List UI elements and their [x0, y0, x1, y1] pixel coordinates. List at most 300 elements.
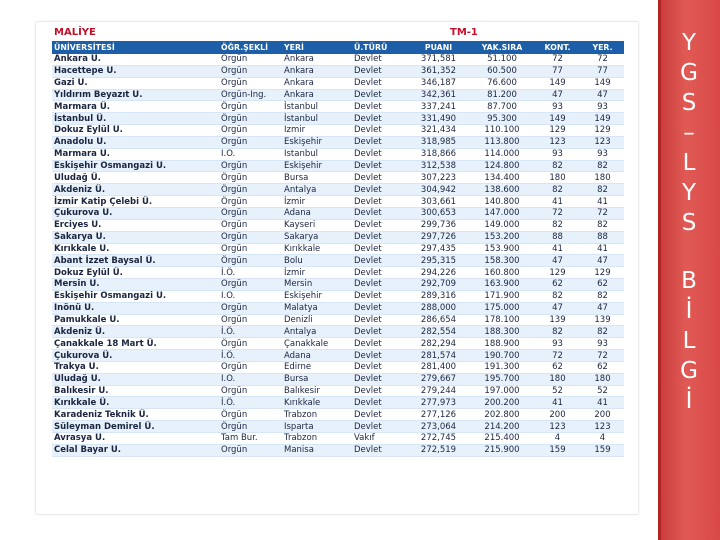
cell-study-type: Örgün [219, 385, 282, 397]
cell-placed: 47 [581, 89, 624, 101]
table-row [52, 444, 624, 456]
cell-rank: 195.700 [470, 373, 534, 385]
cell-rank: 188.300 [470, 326, 534, 338]
cell-rank: 81.200 [470, 89, 534, 101]
cell-study-type: Örgün [219, 409, 282, 421]
table-row [52, 125, 624, 137]
cell-quota: 72 [534, 54, 581, 65]
banner-letter: S [681, 210, 697, 236]
cell-rank: 147.000 [470, 207, 534, 219]
table-row [52, 314, 624, 326]
column-header-university: ÜNİVERSİTESİ [52, 41, 219, 54]
cell-city: Adana [282, 207, 352, 219]
cell-university: Çukurova Ü. [52, 207, 219, 219]
cell-university: Erciyes Ü. [52, 219, 219, 231]
table-row [52, 409, 624, 421]
cell-uni-type: Devlet [352, 421, 407, 433]
cell-university: Balıkesir Ü. [52, 385, 219, 397]
cell-quota: 62 [534, 279, 581, 291]
cell-score: 307,223 [407, 172, 470, 184]
cell-study-type: Örgün [219, 279, 282, 291]
table-row [52, 219, 624, 231]
cell-study-type: Örgün [219, 231, 282, 243]
cell-university: Gazi Ü. [52, 77, 219, 89]
cell-city: Kayseri [282, 219, 352, 231]
cell-university: Uludağ Ü. [52, 373, 219, 385]
cell-score: 337,241 [407, 101, 470, 113]
cell-placed: 82 [581, 326, 624, 338]
cell-rank: 215.900 [470, 444, 534, 456]
cell-city: Antalya [282, 184, 352, 196]
cell-university: Eskişehir Osmangazi Ü. [52, 290, 219, 302]
cell-placed: 72 [581, 207, 624, 219]
cell-university: Mersin Ü. [52, 279, 219, 291]
cell-uni-type: Devlet [352, 219, 407, 231]
cell-uni-type: Devlet [352, 373, 407, 385]
cell-placed: 88 [581, 231, 624, 243]
cell-placed: 82 [581, 219, 624, 231]
banner-letter: G [680, 358, 698, 384]
cell-placed: 72 [581, 54, 624, 65]
cell-score: 272,519 [407, 444, 470, 456]
cell-study-type: Tam Bur. [219, 433, 282, 445]
banner-letter: S [681, 90, 697, 116]
cell-uni-type: Devlet [352, 101, 407, 113]
cell-score: 300,653 [407, 207, 470, 219]
table-row [52, 101, 624, 113]
cell-placed: 41 [581, 196, 624, 208]
cell-score: 289,316 [407, 290, 470, 302]
cell-score: 281,400 [407, 361, 470, 373]
cell-study-type: Örgün [219, 113, 282, 125]
table-row [52, 267, 624, 279]
cell-placed: 41 [581, 397, 624, 409]
cell-score: 321,434 [407, 125, 470, 137]
cell-quota: 82 [534, 219, 581, 231]
cell-city: İstanbul [282, 113, 352, 125]
cell-uni-type: Devlet [352, 326, 407, 338]
cell-uni-type: Devlet [352, 350, 407, 362]
cell-university: Uludağ Ü. [52, 172, 219, 184]
cell-quota: 62 [534, 361, 581, 373]
cell-city: Eskişehir [282, 290, 352, 302]
cell-study-type: İ.Ö. [219, 267, 282, 279]
table-row [52, 421, 624, 433]
banner-letter: Y [681, 30, 697, 56]
cell-city: Bolu [282, 255, 352, 267]
cell-university: Dokuz Eylül Ü. [52, 267, 219, 279]
cell-rank: 51.100 [470, 54, 534, 65]
cell-study-type: Örgün [219, 54, 282, 65]
cell-placed: 93 [581, 338, 624, 350]
cell-quota: 72 [534, 207, 581, 219]
cell-city: Balıkesir [282, 385, 352, 397]
cell-city: Mersin [282, 279, 352, 291]
cell-city: Edirne [282, 361, 352, 373]
cell-uni-type: Devlet [352, 397, 407, 409]
cell-placed: 159 [581, 444, 624, 456]
cell-quota: 123 [534, 136, 581, 148]
banner-letter: İ [685, 388, 693, 414]
cell-score: 273,064 [407, 421, 470, 433]
cell-university: Akdeniz Ü. [52, 184, 219, 196]
side-banner [658, 0, 720, 540]
cell-score: 304,942 [407, 184, 470, 196]
cell-uni-type: Devlet [352, 290, 407, 302]
cell-city: Antalya [282, 326, 352, 338]
cell-quota: 149 [534, 77, 581, 89]
cell-university: Sakarya Ü. [52, 231, 219, 243]
cell-quota: 93 [534, 101, 581, 113]
cell-quota: 47 [534, 255, 581, 267]
cell-city: Bursa [282, 172, 352, 184]
cell-quota: 47 [534, 89, 581, 101]
cell-university: Ankara Ü. [52, 54, 219, 65]
cell-university: Kırıkkale Ü. [52, 243, 219, 255]
cell-study-type: Örgün [219, 444, 282, 456]
cell-quota: 180 [534, 172, 581, 184]
cell-study-type: İ.Ö. [219, 350, 282, 362]
table-row [52, 433, 624, 445]
cell-score: 342,361 [407, 89, 470, 101]
cell-rank: 202.800 [470, 409, 534, 421]
cell-uni-type: Vakıf [352, 433, 407, 445]
cell-placed: 93 [581, 148, 624, 160]
cell-placed: 200 [581, 409, 624, 421]
cell-score: 286,654 [407, 314, 470, 326]
cell-quota: 41 [534, 243, 581, 255]
table-row [52, 89, 624, 101]
cell-rank: 114.000 [470, 148, 534, 160]
cell-university: İzmir Katip Çelebi Ü. [52, 196, 219, 208]
table-header-row [52, 41, 624, 54]
table-row [52, 207, 624, 219]
column-header-quota: KONT. [534, 41, 581, 54]
cell-quota: 139 [534, 314, 581, 326]
department-title: MALİYE [54, 27, 96, 38]
cell-rank: 200.200 [470, 397, 534, 409]
cell-score: 371,581 [407, 54, 470, 65]
cell-uni-type: Devlet [352, 267, 407, 279]
cell-city: Eskişehir [282, 136, 352, 148]
cell-city: Denizli [282, 314, 352, 326]
cell-uni-type: Devlet [352, 172, 407, 184]
table-row [52, 172, 624, 184]
cell-quota: 77 [534, 65, 581, 77]
cell-city: Bursa [282, 373, 352, 385]
cell-score: 281,574 [407, 350, 470, 362]
cell-study-type: Örgün [219, 125, 282, 137]
cell-rank: 171.900 [470, 290, 534, 302]
column-header-study-type: ÖĞR.ŞEKLİ [219, 41, 282, 54]
cell-university: Abant İzzet Baysal Ü. [52, 255, 219, 267]
table-row [52, 385, 624, 397]
cell-uni-type: Devlet [352, 136, 407, 148]
cell-university: Pamukkale Ü. [52, 314, 219, 326]
cell-quota: 129 [534, 267, 581, 279]
cell-uni-type: Devlet [352, 444, 407, 456]
cell-uni-type: Devlet [352, 184, 407, 196]
cell-rank: 76.600 [470, 77, 534, 89]
cell-rank: 87.700 [470, 101, 534, 113]
cell-score: 295,315 [407, 255, 470, 267]
cell-placed: 82 [581, 160, 624, 172]
cell-rank: 188.900 [470, 338, 534, 350]
cell-score: 297,435 [407, 243, 470, 255]
cell-rank: 113.800 [470, 136, 534, 148]
cell-quota: 93 [534, 148, 581, 160]
column-header-placed: YER. [581, 41, 624, 54]
cell-placed: 180 [581, 373, 624, 385]
cell-city: İzmir [282, 196, 352, 208]
cell-placed: 149 [581, 113, 624, 125]
cell-quota: 93 [534, 338, 581, 350]
cell-quota: 47 [534, 302, 581, 314]
table-row [52, 160, 624, 172]
cell-university: Süleyman Demirel Ü. [52, 421, 219, 433]
cell-rank: 95.300 [470, 113, 534, 125]
table-row [52, 279, 624, 291]
banner-letters [658, 28, 720, 416]
cell-city: Ankara [282, 54, 352, 65]
cell-study-type: Örgün [219, 184, 282, 196]
cell-city: İzmir [282, 125, 352, 137]
cell-uni-type: Devlet [352, 89, 407, 101]
cell-university: Marmara Ü. [52, 148, 219, 160]
cell-placed: 82 [581, 290, 624, 302]
cell-quota: 180 [534, 373, 581, 385]
cell-rank: 153.200 [470, 231, 534, 243]
column-header-uni-type: Ü.TÜRÜ [352, 41, 407, 54]
cell-study-type: Örgün [219, 65, 282, 77]
cell-quota: 41 [534, 196, 581, 208]
cell-placed: 123 [581, 136, 624, 148]
cell-study-type: Örgün [219, 172, 282, 184]
cell-university: Celal Bayar Ü. [52, 444, 219, 456]
cell-university: İnönü Ü. [52, 302, 219, 314]
cell-university: Kırıkkale Ü. [52, 397, 219, 409]
cell-placed: 47 [581, 255, 624, 267]
table-row [52, 77, 624, 89]
cell-city: Kırıkkale [282, 243, 352, 255]
cell-rank: 197.000 [470, 385, 534, 397]
cell-uni-type: Devlet [352, 196, 407, 208]
cell-rank: 149.000 [470, 219, 534, 231]
banner-letter: B [681, 268, 697, 294]
table-row [52, 196, 624, 208]
table-row [52, 65, 624, 77]
cell-rank: 110.100 [470, 125, 534, 137]
table-row [52, 148, 624, 160]
banner-letter: L [682, 328, 696, 354]
cell-score: 303,661 [407, 196, 470, 208]
cell-city: Manisa [282, 444, 352, 456]
cell-uni-type: Devlet [352, 302, 407, 314]
cell-score: 288,000 [407, 302, 470, 314]
banner-letter: G [680, 60, 698, 86]
banner-letter: L [682, 150, 696, 176]
cell-score: 318,985 [407, 136, 470, 148]
cell-quota: 149 [534, 113, 581, 125]
cell-study-type: Örgün [219, 361, 282, 373]
cell-city: İzmir [282, 267, 352, 279]
banner-letter: İ [685, 298, 693, 324]
cell-uni-type: Devlet [352, 160, 407, 172]
cell-study-type: Örgün-İng. [219, 89, 282, 101]
cell-quota: 159 [534, 444, 581, 456]
cell-university: Çanakkale 18 Mart Ü. [52, 338, 219, 350]
cell-uni-type: Devlet [352, 243, 407, 255]
cell-university: Marmara Ü. [52, 101, 219, 113]
cell-city: Kırıkkale [282, 397, 352, 409]
table-row [52, 373, 624, 385]
cell-score: 282,294 [407, 338, 470, 350]
cell-placed: 77 [581, 65, 624, 77]
banner-letter: – [683, 120, 695, 146]
cell-rank: 214.200 [470, 421, 534, 433]
cell-university: Anadolu Ü. [52, 136, 219, 148]
cell-university: Eskişehir Osmangazi Ü. [52, 160, 219, 172]
cell-study-type: İ.Ö. [219, 373, 282, 385]
cell-score: 279,667 [407, 373, 470, 385]
table-row [52, 113, 624, 125]
cell-placed: 139 [581, 314, 624, 326]
cell-city: Ankara [282, 77, 352, 89]
cell-quota: 200 [534, 409, 581, 421]
cell-quota: 41 [534, 397, 581, 409]
table-row [52, 302, 624, 314]
cell-city: İstanbul [282, 148, 352, 160]
cell-uni-type: Devlet [352, 125, 407, 137]
cell-uni-type: Devlet [352, 113, 407, 125]
column-header-city: YERİ [282, 41, 352, 54]
cell-uni-type: Devlet [352, 77, 407, 89]
cell-university: Yıldırım Beyazıt Ü. [52, 89, 219, 101]
cell-placed: 4 [581, 433, 624, 445]
cell-rank: 158.300 [470, 255, 534, 267]
cell-rank: 175.000 [470, 302, 534, 314]
cell-study-type: Örgün [219, 77, 282, 89]
cell-university: Trakya Ü. [52, 361, 219, 373]
cell-city: Çanakkale [282, 338, 352, 350]
cell-placed: 129 [581, 125, 624, 137]
cell-score: 292,709 [407, 279, 470, 291]
cell-city: Trabzon [282, 433, 352, 445]
cell-quota: 52 [534, 385, 581, 397]
cell-score: 312,538 [407, 160, 470, 172]
cell-city: Malatya [282, 302, 352, 314]
table-row [52, 338, 624, 350]
cell-placed: 41 [581, 243, 624, 255]
cell-study-type: Örgün [219, 421, 282, 433]
cell-quota: 88 [534, 231, 581, 243]
cell-study-type: Örgün [219, 207, 282, 219]
cell-city: Ankara [282, 89, 352, 101]
cell-uni-type: Devlet [352, 148, 407, 160]
cell-uni-type: Devlet [352, 385, 407, 397]
cell-uni-type: Devlet [352, 207, 407, 219]
cell-rank: 190.700 [470, 350, 534, 362]
cell-score: 346,187 [407, 77, 470, 89]
university-table [52, 41, 624, 457]
table-row [52, 184, 624, 196]
cell-university: Akdeniz Ü. [52, 326, 219, 338]
table-row [52, 136, 624, 148]
cell-city: Sakarya [282, 231, 352, 243]
table-row [52, 54, 624, 65]
cell-placed: 180 [581, 172, 624, 184]
cell-rank: 134.400 [470, 172, 534, 184]
cell-placed: 129 [581, 267, 624, 279]
cell-score: 318,866 [407, 148, 470, 160]
cell-score: 272,745 [407, 433, 470, 445]
table-row [52, 361, 624, 373]
table-row [52, 290, 624, 302]
cell-study-type: Örgün [219, 136, 282, 148]
cell-quota: 82 [534, 160, 581, 172]
cell-quota: 123 [534, 421, 581, 433]
cell-study-type: Örgün [219, 302, 282, 314]
cell-rank: 178.100 [470, 314, 534, 326]
column-header-rank: YAK.SIRA [470, 41, 534, 54]
cell-rank: 60.500 [470, 65, 534, 77]
cell-uni-type: Devlet [352, 255, 407, 267]
cell-placed: 62 [581, 361, 624, 373]
cell-quota: 129 [534, 125, 581, 137]
cell-placed: 72 [581, 350, 624, 362]
cell-university: Dokuz Eylül Ü. [52, 125, 219, 137]
table-row [52, 397, 624, 409]
banner-letter: Y [681, 180, 697, 206]
cell-placed: 47 [581, 302, 624, 314]
cell-study-type: Örgün [219, 219, 282, 231]
cell-score: 331,490 [407, 113, 470, 125]
cell-study-type: Örgün [219, 101, 282, 113]
cell-score: 277,126 [407, 409, 470, 421]
cell-rank: 163.900 [470, 279, 534, 291]
cell-quota: 4 [534, 433, 581, 445]
column-header-score: PUANI [407, 41, 470, 54]
cell-score: 277,973 [407, 397, 470, 409]
cell-uni-type: Devlet [352, 231, 407, 243]
cell-study-type: Örgün [219, 160, 282, 172]
cell-rank: 215.400 [470, 433, 534, 445]
cell-placed: 123 [581, 421, 624, 433]
cell-university: Karadeniz Teknik Ü. [52, 409, 219, 421]
cell-rank: 140.800 [470, 196, 534, 208]
cell-placed: 52 [581, 385, 624, 397]
cell-score: 282,554 [407, 326, 470, 338]
score-type-title: TM-1 [450, 27, 478, 38]
cell-city: Isparta [282, 421, 352, 433]
cell-uni-type: Devlet [352, 279, 407, 291]
banner-gap [658, 238, 720, 266]
cell-study-type: Örgün [219, 196, 282, 208]
cell-rank: 153.900 [470, 243, 534, 255]
cell-uni-type: Devlet [352, 361, 407, 373]
cell-uni-type: Devlet [352, 54, 407, 65]
cell-score: 279,244 [407, 385, 470, 397]
cell-study-type: İ.Ö. [219, 290, 282, 302]
cell-university: İstanbul Ü. [52, 113, 219, 125]
cell-placed: 62 [581, 279, 624, 291]
cell-score: 294,226 [407, 267, 470, 279]
cell-study-type: İ.Ö. [219, 148, 282, 160]
cell-study-type: Örgün [219, 255, 282, 267]
cell-quota: 72 [534, 350, 581, 362]
cell-city: Trabzon [282, 409, 352, 421]
table-row [52, 326, 624, 338]
